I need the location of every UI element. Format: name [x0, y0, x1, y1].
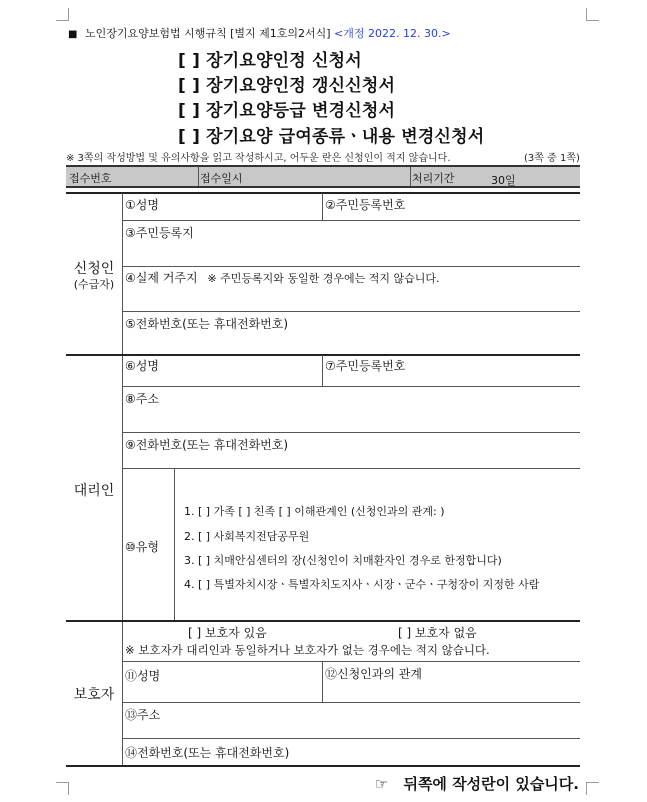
- section-applicant: 신청인: [73, 261, 115, 277]
- agent-address-field[interactable]: ⑧주소: [125, 392, 159, 406]
- agent-type-option-social-worker[interactable]: 2. [ ] 사회복지전담공무원: [184, 530, 310, 543]
- row-divider: [122, 220, 580, 221]
- section-applicant-sub: (수급자): [73, 278, 115, 291]
- corner-mark: [56, 782, 69, 795]
- table-bottom-border: [66, 765, 580, 767]
- row-divider: [122, 661, 580, 662]
- divider: [322, 193, 323, 220]
- instruction-note: ※ 3쪽의 작성방법 및 유의사항을 읽고 작성하시고, 어두운 란은 신청인이 적지 않습니다.: [66, 153, 451, 164]
- actual-address-label: ④실제 거주지: [125, 271, 198, 285]
- back-page-notice: [375, 773, 579, 794]
- agent-type-option-dementia-center[interactable]: 3. [ ] 치매안심센터의 장(신청인이 치매환자인 경우로 한정합니다): [184, 554, 502, 567]
- receipt-date-label: 접수일시: [200, 172, 243, 185]
- row-divider: [122, 266, 580, 267]
- receipt-number-label: 접수번호: [69, 172, 112, 185]
- divider: [198, 167, 199, 186]
- corner-mark: [586, 8, 599, 21]
- guardian-name-field[interactable]: ⑪성명: [125, 669, 161, 683]
- corner-mark: [586, 782, 599, 795]
- applicant-actual-address-field[interactable]: [125, 269, 439, 286]
- back-page-notice-text: 뒤쪽에 작성란이 있습니다.: [403, 775, 579, 793]
- guardian-address-field[interactable]: ⑬주소: [125, 708, 161, 722]
- title-grade-change: [ ] 장기요양등급 변경신청서: [178, 101, 396, 121]
- guardian-phone-field[interactable]: ⑭전화번호(또는 휴대전화번호): [125, 746, 290, 760]
- title-renewal: [ ] 장기요양인정 갱신신청서: [178, 76, 396, 96]
- divider: [322, 662, 323, 702]
- section-divider: [66, 620, 580, 622]
- row-divider: [122, 738, 580, 739]
- divider: [322, 355, 323, 386]
- guardian-note: ※ 보호자가 대리인과 동일하거나 보호자가 없는 경우에는 적지 않습니다.: [125, 643, 490, 657]
- section-divider: [66, 354, 580, 356]
- title-application: [ ] 장기요양인정 신청서: [178, 51, 362, 71]
- title-benefit-change: [ ] 장기요양 급여종류ㆍ내용 변경신청서: [178, 127, 485, 147]
- divider: [410, 167, 411, 186]
- agent-type-label: ⑩유형: [125, 540, 159, 554]
- agent-name-field[interactable]: ⑥성명: [125, 359, 159, 373]
- revision-date: <개정 2022. 12. 30.>: [334, 27, 451, 40]
- guardian-present-checkbox[interactable]: [ ] 보호자 있음: [188, 626, 267, 640]
- processing-period-label: 처리기간: [412, 172, 455, 185]
- row-divider: [122, 311, 580, 312]
- agent-type-option-family[interactable]: 1. [ ] 가족 [ ] 친족 [ ] 이해관계인 (신청인과의 관계: ): [184, 505, 445, 518]
- receipt-row: [66, 165, 580, 188]
- corner-mark: [56, 8, 69, 21]
- law-reference: 노인장기요양보험법 시행규칙 [별지 제1호의2서식]: [84, 27, 331, 40]
- agent-type-option-designated[interactable]: 4. [ ] 특별자치시장ㆍ특별자치도지사ㆍ시장ㆍ군수ㆍ구청장이 지정한 사람: [184, 578, 540, 591]
- row-divider: [122, 432, 580, 433]
- section-guardian: 보호자: [73, 687, 115, 703]
- guardian-absent-checkbox[interactable]: [ ] 보호자 없음: [398, 626, 477, 640]
- section-agent: 대리인: [73, 483, 115, 499]
- row-divider: [122, 468, 580, 469]
- divider: [122, 193, 123, 765]
- section-divider: [66, 192, 580, 194]
- actual-address-note: ※ 주민등록지와 동일한 경우에는 적지 않습니다.: [207, 272, 440, 285]
- applicant-address-field[interactable]: ③주민등록지: [125, 226, 194, 240]
- processing-period-value: 30일: [491, 174, 516, 187]
- form-header: [68, 25, 451, 41]
- guardian-relation-field[interactable]: ⑫신청인과의 관계: [325, 667, 422, 681]
- pointing-hand-icon: ☞: [374, 775, 389, 793]
- applicant-rrn-field[interactable]: ②주민등록번호: [325, 198, 406, 212]
- divider: [174, 469, 175, 620]
- row-divider: [122, 386, 580, 387]
- agent-rrn-field[interactable]: ⑦주민등록번호: [325, 359, 406, 373]
- row-divider: [122, 702, 580, 703]
- applicant-name-field[interactable]: ①성명: [125, 198, 159, 212]
- applicant-phone-field[interactable]: ⑤전화번호(또는 휴대전화번호): [125, 317, 289, 331]
- agent-phone-field[interactable]: ⑨전화번호(또는 휴대전화번호): [125, 438, 289, 452]
- square-icon: ■: [68, 29, 78, 40]
- page-indicator: (3쪽 중 1쪽): [524, 153, 580, 164]
